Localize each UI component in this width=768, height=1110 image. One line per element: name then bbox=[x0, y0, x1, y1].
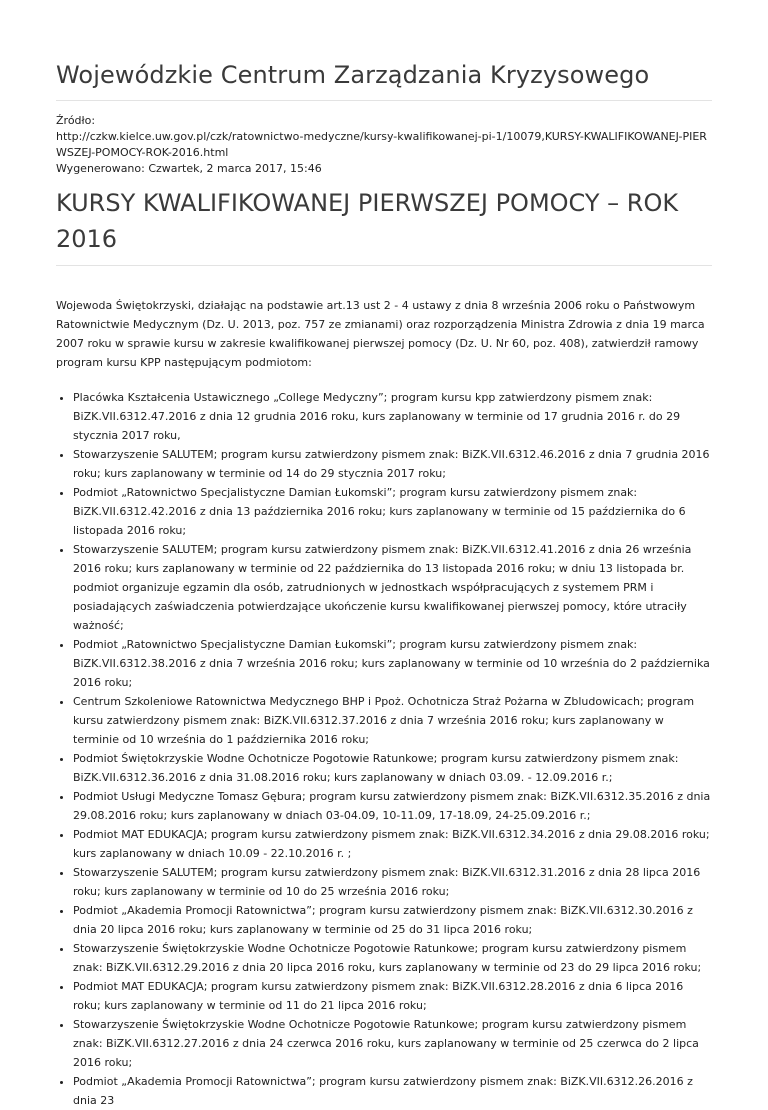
list-item: • Podmiot MAT EDUKACJA; program kursu zatwierdzony pismem znak: BiZK.VII.6312.28.2016 z dnia 6 lipca 2016 roku; kurs zaplanowany w terminie od 11 do 21 lipca 2016 roku; bbox=[73, 977, 712, 1015]
list-item: • Stowarzyszenie Świętokrzyskie Wodne Ochotnicze Pogotowie Ratunkowe; program kursu zatwierdzony pismem znak: BiZK.VII.6312.27.2016 z dnia 24 czerwca 2016 roku, kurs zaplanowany w terminie od 25 czerwca do 2 lipca 2016 roku; bbox=[73, 1015, 712, 1072]
site-title: Wojewódzkie Centrum Zarządzania Kryzysowego bbox=[56, 61, 650, 89]
source-url[interactable]: http://czkw.kielce.uw.gov.pl/czk/ratownictwo-medyczne/kursy-kwalifikowanej-pi-1/10079,KURSY-KWALIFIKOWANEJ-PIERWSZEJ-POMOCY-ROK-2016.html bbox=[56, 130, 707, 159]
list-item: • Podmiot „Akademia Promocji Ratownictwa”; program kursu zatwierdzony pismem znak: BiZK.VII.6312.26.2016 z dnia 23 bbox=[73, 1072, 712, 1110]
generated-timestamp: Wygenerowano: Czwartek, 2 marca 2017, 15:46 bbox=[56, 162, 322, 175]
list-item: • Stowarzyszenie SALUTEM; program kursu zatwierdzony pismem znak: BiZK.VII.6312.46.2016 z dnia 7 grudnia 2016 roku; kurs zaplanowany w terminie od 14 do 29 stycznia 2017 roku; bbox=[73, 445, 712, 483]
source-label: Źródło: bbox=[56, 114, 96, 127]
list-item: • Centrum Szkoleniowe Ratownictwa Medycznego BHP i Ppoż. Ochotnicza Straż Pożarna w Zbludowicach; program kursu zatwierdzony pismem znak: BiZK.VII.6312.37.2016 z dnia 7 września 2016 roku; kurs zaplanowany w terminie od 10 września do 1 października 2016 roku; bbox=[73, 692, 712, 749]
list-item: • Stowarzyszenie SALUTEM; program kursu zatwierdzony pismem znak: BiZK.VII.6312.31.2016 z dnia 28 lipca 2016 roku; kurs zaplanowany w terminie od 10 do 25 września 2016 roku; bbox=[73, 863, 712, 901]
list-item: • Podmiot „Ratownictwo Specjalistyczne Damian Łukomski”; program kursu zatwierdzony pismem znak: BiZK.VII.6312.38.2016 z dnia 7 września 2016 roku; kurs zaplanowany w terminie od 10 września do 2 października 2016 roku; bbox=[73, 635, 712, 692]
list-item: • Placówka Kształcenia Ustawicznego „College Medyczny”; program kursu kpp zatwierdzony pismem znak: BiZK.VII.6312.47.2016 z dnia 12 grudnia 2016 roku, kurs zaplanowany w terminie od 17 grudnia 2016 r. do 29 stycznia 2017 roku, bbox=[73, 388, 712, 445]
source-meta bbox=[56, 113, 712, 177]
course-list bbox=[56, 388, 712, 1110]
list-item: • Stowarzyszenie Świętokrzyskie Wodne Ochotnicze Pogotowie Ratunkowe; program kursu zatwierdzony pismem znak: BiZK.VII.6312.29.2016 z dnia 20 lipca 2016 roku, kurs zaplanowany w terminie od 23 do 29 lipca 2016 roku; bbox=[73, 939, 712, 977]
list-item: • Podmiot Świętokrzyskie Wodne Ochotnicze Pogotowie Ratunkowe; program kursu zatwierdzony pismem znak: BiZK.VII.6312.36.2016 z dnia 31.08.2016 roku; kurs zaplanowany w dniach 03.09. - 12.09.2016 r.; bbox=[73, 749, 712, 787]
list-item: • Stowarzyszenie SALUTEM; program kursu zatwierdzony pismem znak: BiZK.VII.6312.41.2016 z dnia 26 września 2016 roku; kurs zaplanowany w terminie od 22 października do 13 listopada 2016 roku; w dniu 13 listopada br. podmiot organizuje egzamin dla osób, zatrudnionych w jednostkach współpracujących z systemem PRM i posiadających zaświadczenia potwierdzające ukończenie kursu kwalifikowanej pierwszej pomocy, które utraciły ważność; bbox=[73, 540, 712, 635]
title-divider bbox=[56, 265, 712, 266]
list-item: • Podmiot Usługi Medyczne Tomasz Gębura; program kursu zatwierdzony pismem znak: BiZK.VII.6312.35.2016 z dnia 29.08.2016 roku; kurs zaplanowany w dniach 03-04.09, 10-11.09, 17-18.09, 24-25.09.2016 r.; bbox=[73, 787, 712, 825]
article-intro: Wojewoda Świętokrzyski, działając na podstawie art.13 ust 2 - 4 ustawy z dnia 8 września 2006 roku o Państwowym Ratownictwie Medycznym (Dz. U. 2013, poz. 757 ze zmianami) oraz rozporządzenia Ministra Zdrowia z dnia 19 marca 2007 roku w sprawie kursu w zakresie kwalifikowanej pierwszej pomocy (Dz. U. Nr 60, poz. 408), zatwierdził ramowy program kursu KPP następującym podmiotom: bbox=[56, 299, 705, 369]
header-divider bbox=[56, 100, 712, 101]
article-title: KURSY KWALIFIKOWANEJ PIERWSZEJ POMOCY – ROK 2016 bbox=[56, 189, 679, 253]
list-item: • Podmiot „Ratownictwo Specjalistyczne Damian Łukomski”; program kursu zatwierdzony pismem znak: BiZK.VII.6312.42.2016 z dnia 13 października 2016 roku; kurs zaplanowany w terminie od 15 października do 6 listopada 2016 roku; bbox=[73, 483, 712, 540]
list-item: • Podmiot „Akademia Promocji Ratownictwa”; program kursu zatwierdzony pismem znak: BiZK.VII.6312.30.2016 z dnia 20 lipca 2016 roku; kurs zaplanowany w terminie od 25 do 31 lipca 2016 roku; bbox=[73, 901, 712, 939]
list-item: • Podmiot MAT EDUKACJA; program kursu zatwierdzony pismem znak: BiZK.VII.6312.34.2016 z dnia 29.08.2016 roku; kurs zaplanowany w dniach 10.09 - 22.10.2016 r. ; bbox=[73, 825, 712, 863]
